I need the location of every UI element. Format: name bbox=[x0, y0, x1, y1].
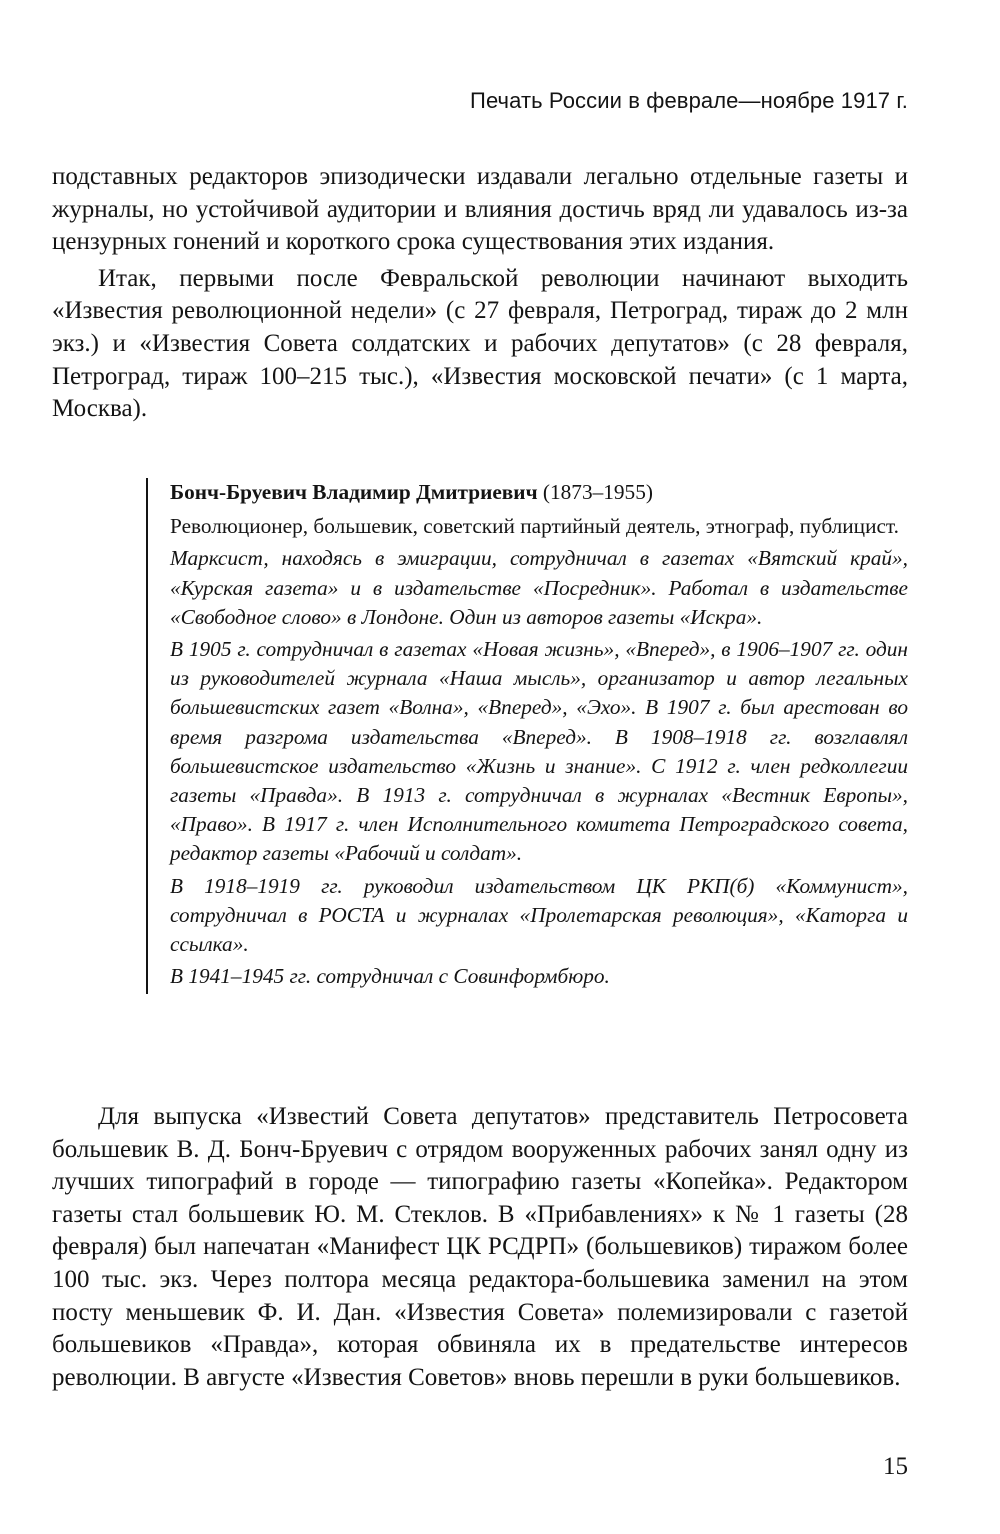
bio-entry: Марксист, находясь в эмиграции, сотрудничал в газетах «Вятский край», «Курская газета» и в издательстве «Посредник». Работал в издательстве «Свободное слово» в Лондоне. Один из авторов газеты «Искра». bbox=[170, 546, 908, 629]
bio-entry: В 1905 г. сотрудничал в газетах «Новая жизнь», «Вперед», в 1906–1907 гг. один из руководителей журнала «Наша мысль», организатор и автор легальных большевистских газет «Волна», «Вперед», «Эхо». В 1907 г. был арестован во время разгрома издательства «Вперед». В 1908–1918 гг. возглавлял большевистское издательство «Жизнь и знание». С 1912 г. член редколлегии газеты «Правда». В 1913 г. сотрудничал в журналах «Вестник Европы», «Право». В 1917 г. член Исполнительного комитета Петроградского совета, редактор газеты «Рабочий и солдат». bbox=[170, 637, 908, 866]
main-text-top bbox=[52, 161, 908, 426]
biography-sidebar bbox=[146, 478, 908, 994]
paragraph: подставных редакторов эпизодически издавали легально отдельные газеты и журналы, но устойчивой аудитории и влияния достичь вряд ли удавалось из-за цензурных гонений и короткого срока существования этих издания. bbox=[52, 163, 908, 256]
bio-name: Бонч-Бруевич Владимир Дмитриевич bbox=[170, 480, 538, 504]
paragraph: Для выпуска «Известий Совета депутатов» представитель Петросовета большевик В. Д. Бонч-Бруевич с отрядом вооруженных рабочих занял одну из лучших типографий в городе — типографию газеты «Копейка». Редактором газеты стал большевик Ю. М. Стеклов. В «Прибавлениях» к № 1 газеты (28 февраля) был напечатан «Манифест ЦК РСДРП» (большевиков) тиражом более 100 тыс. экз. Через полтора месяца редактора-большевика заменил на этом посту меньшевик Ф. И. Дан. «Известия Совета» полемизировали с газетой большевиков «Правда», которая обвиняла их в предательстве интересов революции. В августе «Известия Советов» вновь перешли в руки большевиков. bbox=[52, 1103, 908, 1391]
bio-years: (1873–1955) bbox=[542, 480, 653, 504]
page-number: 15 bbox=[883, 1453, 908, 1480]
bio-heading bbox=[170, 478, 908, 507]
paragraph: Итак, первыми после Февральской революции начинают выходить «Известия революционной недели» (с 27 февраля, Петроград, тираж до 2 млн экз.) и «Известия Совета солдатских и рабочих депутатов» (с 28 февраля, Петроград, тираж 100–215 тыс.), «Известия московской печати» (с 1 марта, Москва). bbox=[52, 264, 908, 423]
running-header: Печать России в феврале—ноябре 1917 г. bbox=[470, 88, 908, 113]
bio-entry: В 1941–1945 гг. сотрудничал с Совинформбюро. bbox=[170, 964, 610, 989]
bio-summary: Революционер, большевик, советский партийный деятель, этнограф, публицист. bbox=[170, 514, 899, 539]
bio-entry: В 1918–1919 гг. руководил издательством ЦК РКП(б) «Коммунист», сотрудничал в РОСТА и журналах «Пролетарская революция», «Каторга и ссылка». bbox=[170, 873, 908, 957]
main-text-bottom bbox=[52, 1101, 908, 1394]
